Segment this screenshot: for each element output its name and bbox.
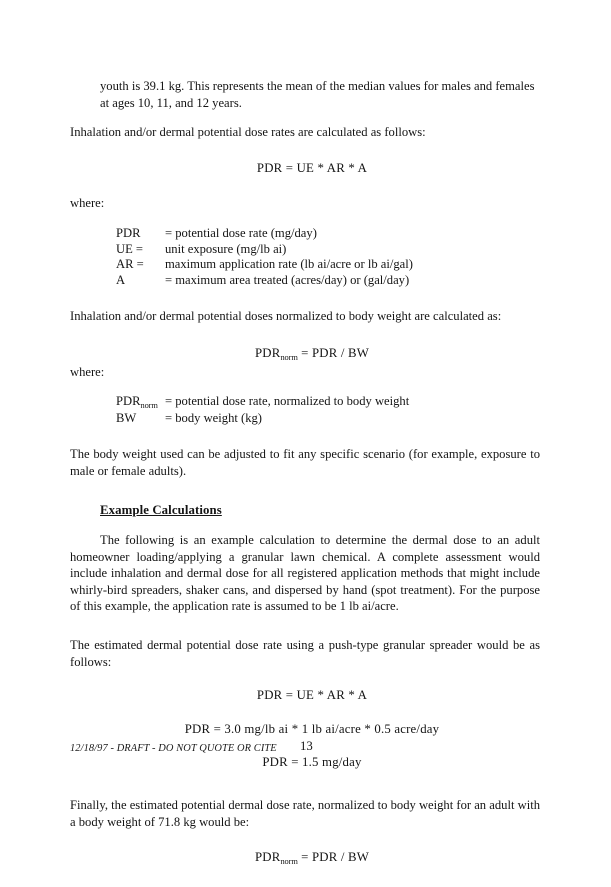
definition-row <box>70 226 413 242</box>
where-label-2: where: <box>70 364 105 379</box>
definition-row <box>70 242 413 258</box>
page-footer <box>70 739 540 760</box>
definition-description: = potential dose rate, normalized to body weight <box>165 394 410 409</box>
spacer <box>70 288 540 308</box>
paragraph-normalized-intro: Inhalation and/or dermal potential doses normalized to body weight are calculated as: <box>70 309 502 324</box>
definition-term: AR = <box>116 257 144 272</box>
equation-pdr-norm-prefix: PDR <box>254 345 281 360</box>
definition-row <box>70 411 409 427</box>
page-content <box>70 78 540 887</box>
equation-example-1: PDR = UE * AR * A <box>256 688 368 703</box>
equation-pdr-norm <box>70 345 540 364</box>
footer-draft-notice: 12/18/97 - DRAFT - DO NOT QUOTE OR CITE <box>70 743 277 754</box>
paragraph-estimated-dermal: The estimated dermal potential dose rate using a push-type granular spreader would be as follows: <box>70 638 540 669</box>
heading-example-calculations: Example Calculations <box>100 502 222 517</box>
definition-term: PDR <box>116 225 141 240</box>
paragraph-finally: Finally, the estimated potential dermal dose rate, normalized to body weight for an adult with a body weight of 71.8 kg would be: <box>70 798 540 829</box>
spacer <box>70 518 540 532</box>
definition-row <box>70 257 413 273</box>
definition-row <box>70 273 413 289</box>
definition-term-text: PDR <box>116 394 141 409</box>
definition-description: = maximum area treated (acres/day) or (gal/day) <box>165 272 410 287</box>
spacer <box>70 788 540 797</box>
spacer <box>70 380 540 394</box>
paragraph-dose-rate-intro: Inhalation and/or dermal potential dose rates are calculated as follows: <box>70 125 426 140</box>
equation-final-pdr-norm <box>70 849 540 868</box>
paragraph-body-weight: The body weight used can be adjusted to fit any specific scenario (for example, exposure to male or female adults). <box>70 447 540 478</box>
where-label-1: where: <box>70 196 105 211</box>
equation-pdr-norm-subscript: norm <box>280 352 298 362</box>
definition-description: maximum application rate (lb ai/acre or lb ai/gal) <box>165 257 413 272</box>
definition-row <box>70 394 409 411</box>
equation-pdr-norm-suffix: = PDR / BW <box>297 345 370 360</box>
definition-list-2 <box>70 394 409 426</box>
spacer <box>70 426 540 446</box>
definition-description: unit exposure (mg/lb ai) <box>165 241 287 256</box>
equation-final-suffix: = PDR / BW <box>297 850 370 865</box>
paragraph-continuation: youth is 39.1 kg. This represents the mean of the median values for males and females at ages 10, 11, and 12 years. <box>100 79 535 110</box>
definition-list-1 <box>70 226 413 288</box>
equation-pdr: PDR = UE * AR * A <box>256 160 368 175</box>
paragraph-example-intro: The following is an example calculation to determine the dermal dose to an adult homeowner loading/applying a granular lawn chemical. A complete assessment would include inhalation and dermal dose for all registered application methods that might include whirly-bird spreaders, shaker cans, and dispersed by hand (spot treatment). For the purpose of this example, the application rate is assumed to be 1 lb ai/acre. <box>70 533 540 614</box>
definition-term: BW <box>116 410 137 425</box>
equation-final-prefix: PDR <box>254 850 281 865</box>
spacer <box>70 628 540 637</box>
definition-term <box>70 394 165 411</box>
definition-term: UE = <box>116 241 144 256</box>
spacer <box>70 493 540 502</box>
equation-example-3: PDR = 1.5 mg/day <box>262 755 362 770</box>
definition-term-subscript: norm <box>140 401 158 411</box>
definition-description: = potential dose rate (mg/day) <box>165 225 317 240</box>
definition-description: = body weight (kg) <box>165 410 262 425</box>
definition-term: A <box>116 272 126 287</box>
equation-example-2: PDR = 3.0 mg/lb ai * 1 lb ai/acre * 0.5 acre/day <box>184 721 440 736</box>
equation-final-subscript: norm <box>280 857 298 867</box>
spacer <box>70 325 540 345</box>
spacer <box>70 212 540 226</box>
page-number: 13 <box>300 739 313 753</box>
